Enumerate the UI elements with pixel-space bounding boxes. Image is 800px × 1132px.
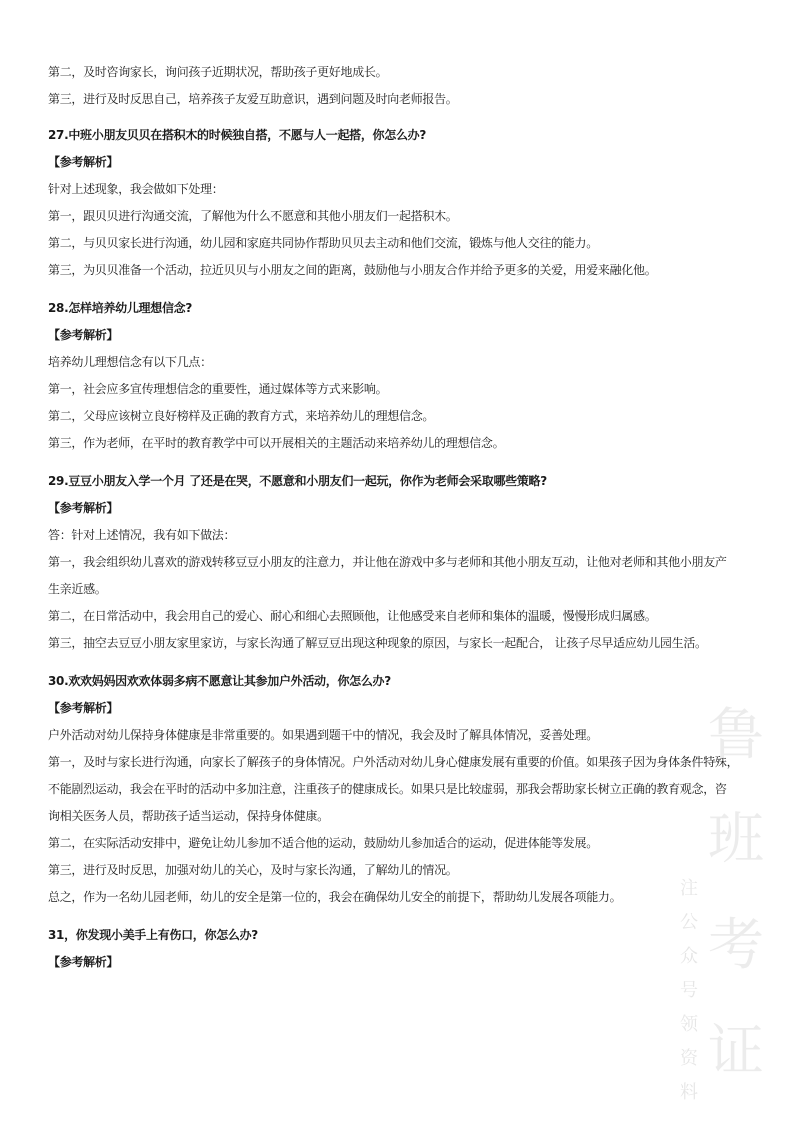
reference-analysis-label: 【参考解析】 bbox=[48, 328, 119, 342]
watermark-char: 证 bbox=[708, 1019, 764, 1084]
question-heading: 28.怎样培养幼儿理想信念? bbox=[48, 301, 193, 315]
paragraph-line: 第三，作为老师，在平时的教育教学中可以开展相关的主题活动来培养幼儿的理想信念。 bbox=[48, 436, 505, 450]
watermark-char: 号 bbox=[680, 980, 698, 1001]
watermark-char: 公 bbox=[680, 912, 698, 933]
paragraph-line: 第三，抽空去豆豆小朋友家里家访，与家长沟通了解豆豆出现这种现象的原因，与家长一起配合， 让孩子尽早适应幼儿园生活。 bbox=[48, 636, 707, 650]
reference-analysis-label: 【参考解析】 bbox=[48, 501, 119, 515]
paragraph-line: 第三，进行及时反思自己，培养孩子友爱互助意识，遇到问题及时向老师报告。 bbox=[48, 92, 458, 106]
watermark-char: 资 bbox=[680, 1048, 698, 1069]
watermark-char: 班 bbox=[708, 807, 764, 872]
paragraph-line: 针对上述现象，我会做如下处理： bbox=[48, 182, 224, 196]
paragraph-line: 生亲近感。 bbox=[48, 582, 107, 596]
reference-analysis-label: 【参考解析】 bbox=[48, 155, 119, 169]
watermark-char: 注 bbox=[680, 878, 698, 899]
question-heading: 31，你发现小美手上有伤口，你怎么办? bbox=[48, 928, 258, 942]
watermark-char: 众 bbox=[680, 946, 698, 967]
paragraph-line: 户外活动对幼儿保持身体健康是非常重要的。如果遇到题干中的情况，我会及时了解具体情况，妥善处理。 bbox=[48, 728, 598, 742]
paragraph-line: 第二，父母应该树立良好榜样及正确的教育方式，来培养幼儿的理想信念。 bbox=[48, 409, 435, 423]
paragraph-line: 第一，社会应多宣传理想信念的重要性，通过媒体等方式来影响。 bbox=[48, 382, 388, 396]
question-heading: 30.欢欢妈妈因欢欢体弱多病不愿意让其参加户外活动，你怎么办? bbox=[48, 674, 391, 688]
watermark-char: 领 bbox=[680, 1014, 698, 1035]
paragraph-line: 第一，我会组织幼儿喜欢的游戏转移豆豆小朋友的注意力，并让他在游戏中多与老师和其他小朋友互动，让他对老师和其他小朋友产 bbox=[48, 555, 727, 569]
paragraph-line: 第二，与贝贝家长进行沟通，幼儿园和家庭共同协作帮助贝贝去主动和他们交流，锻炼与他人交往的能力。 bbox=[48, 236, 598, 250]
paragraph-line: 第一，及时与家长进行沟通，向家长了解孩子的身体情况。户外活动对幼儿身心健康发展有重要的价值。如果孩子因为身体条件特殊， bbox=[48, 755, 739, 769]
paragraph-line: 第三，进行及时反思，加强对幼儿的关心，及时与家长沟通，了解幼儿的情况。 bbox=[48, 863, 458, 877]
paragraph-line: 第三，为贝贝准备一个活动，拉近贝贝与小朋友之间的距离，鼓励他与小朋友合作并给予更多的关爱，用爱来融化他。 bbox=[48, 263, 657, 277]
paragraph-line: 第二，在实际活动安排中，避免让幼儿参加不适合他的运动，鼓励幼儿参加适合的运动，促进体能等发展。 bbox=[48, 836, 598, 850]
paragraph-line: 第二，在日常活动中，我会用自己的爱心、耐心和细心去照顾他，让他感受来自老师和集体的温暖，慢慢形成归属感。 bbox=[48, 609, 657, 623]
paragraph-line: 总之，作为一名幼儿园老师，幼儿的安全是第一位的，我会在确保幼儿安全的前提下，帮助幼儿发展各项能力。 bbox=[48, 890, 622, 904]
reference-analysis-label: 【参考解析】 bbox=[48, 955, 119, 969]
paragraph-line: 第二，及时咨询家长，询问孩子近期状况，帮助孩子更好地成长。 bbox=[48, 65, 388, 79]
question-heading: 27.中班小朋友贝贝在搭积木的时候独自搭，不愿与人一起搭，你怎么办? bbox=[48, 128, 427, 142]
watermark-char: 鲁 bbox=[708, 703, 764, 768]
paragraph-line: 第一，跟贝贝进行沟通交流，了解他为什么不愿意和其他小朋友们一起搭积木。 bbox=[48, 209, 458, 223]
paragraph-line: 询相关医务人员，帮助孩子适当运动，保持身体健康。 bbox=[48, 809, 329, 823]
document-body bbox=[48, 64, 788, 981]
paragraph-line: 培养幼儿理想信念有以下几点： bbox=[48, 355, 212, 369]
question-heading: 29.豆豆小朋友入学一个月 了还是在哭，不愿意和小朋友们一起玩，你作为老师会采取哪些策略? bbox=[48, 474, 547, 488]
reference-analysis-label: 【参考解析】 bbox=[48, 701, 119, 715]
paragraph-line: 答：针对上述情况，我有如下做法： bbox=[48, 528, 236, 542]
paragraph-line: 不能剧烈运动，我会在平时的活动中多加注意，注重孩子的健康成长。如果只是比较虚弱，那我会帮助家长树立正确的教育观念，咨 bbox=[48, 782, 727, 796]
watermark-char: 考 bbox=[708, 913, 764, 978]
watermark-char: 料 bbox=[680, 1082, 698, 1103]
